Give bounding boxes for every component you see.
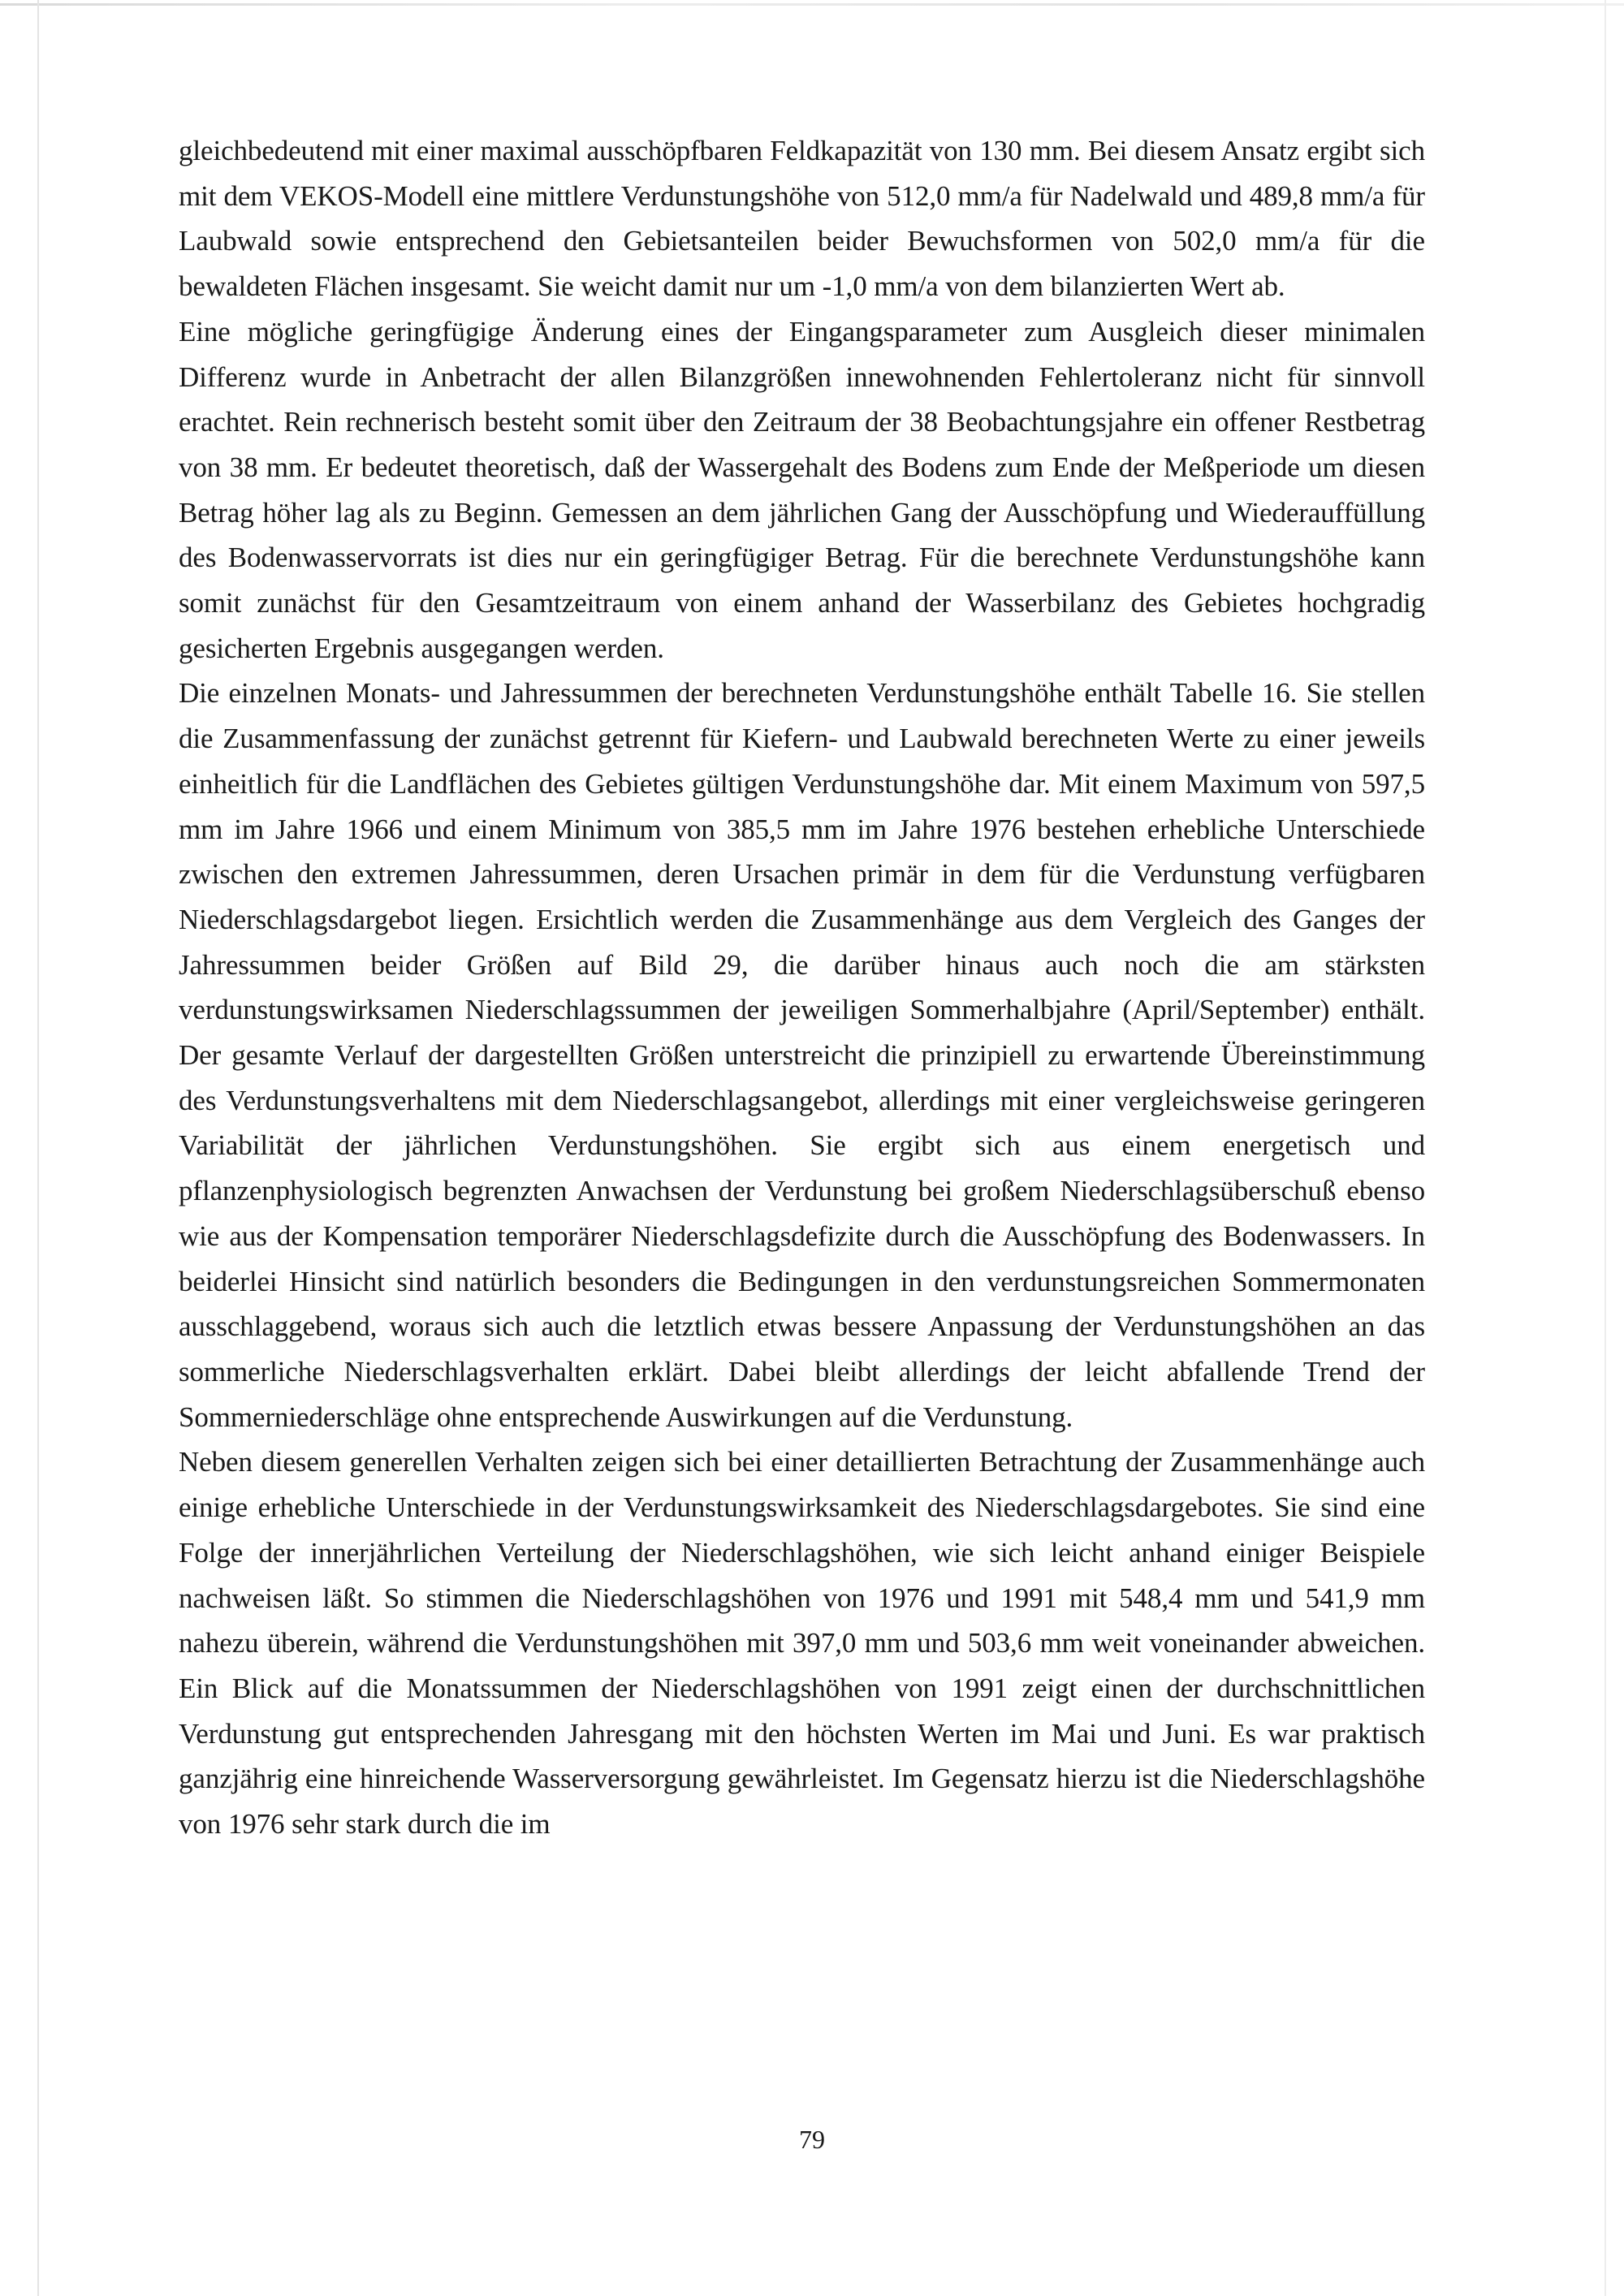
paragraph-1: gleichbedeutend mit einer maximal ausschöpfbaren Feldkapazität von 130 mm. Bei diesem Ansatz ergibt sich mit dem VEKOS-Modell eine mittlere Verdunstungshöhe von 512,0 mm/a für Nadelwald und 489,8 mm/a für Laubwald sowie entsprechend den Gebietsanteilen beider Bewuchsformen von 502,0 mm/a für die bewaldeten Flächen insgesamt. Sie weicht damit nur um -1,0 mm/a von dem bilanzierten Wert ab. [179,135,1425,303]
body-text [179,128,1425,1847]
scan-edge-top [0,3,1624,6]
paragraph-2: Eine mögliche geringfügige Änderung eines der Eingangsparameter zum Ausgleich dieser minimalen Differenz wurde in Anbetracht der allen Bilanzgrößen innewohnenden Fehlertoleranz nicht für sinnvoll erachtet. Rein rechnerisch besteht somit über den Zeitraum der 38 Beobachtungsjahre ein offener Restbetrag von 38 mm. Er bedeutet theoretisch, daß der Wassergehalt des Bodens zum Ende der Meßperiode um diesen Betrag höher lag als zu Beginn. Gemessen an dem jährlichen Gang der Ausschöpfung und Wiederauffüllung des Bodenwasservorrats ist dies nur ein geringfügiger Betrag. Für die berechnete Verdunstungshöhe kann somit zunächst für den Gesamtzeitraum von einem anhand der Wasserbilanz des Gebietes hochgradig gesicherten Ergebnis ausgegangen werden. [179,315,1425,664]
scan-edge-left [37,0,39,2296]
scan-edge-right [1605,0,1606,2296]
paragraph-4: Neben diesem generellen Verhalten zeigen sich bei einer detaillierten Betrachtung der Zusammenhänge auch einige erhebliche Unterschiede in der Verdunstungswirksamkeit des Niederschlagsdargebotes. Sie sind eine Folge der innerjährlichen Verteilung der Niederschlagshöhen, wie sich leicht anhand einiger Beispiele nachweisen läßt. So stimmen die Niederschlagshöhen von 1976 und 1991 mit 548,4 mm und 541,9 mm nahezu überein, während die Verdunstungshöhen mit 397,0 mm und 503,6 mm weit voneinander abweichen. Ein Blick auf die Monatssummen der Niederschlagshöhen von 1991 zeigt einen der durchschnittlichen Verdunstung gut entsprechenden Jahresgang mit den höchsten Werten im Mai und Juni. Es war praktisch ganzjährig eine hinreichende Wasserversorgung gewährleistet. Im Gegensatz hierzu ist die Niederschlagshöhe von 1976 sehr stark durch die im [179,1446,1425,1841]
page-number: 79 [799,2125,825,2154]
paragraph-3: Die einzelnen Monats- und Jahressummen der berechneten Verdunstungshöhe enthält Tabelle 16. Sie stellen die Zusammenfassung der zunächst getrennt für Kiefern- und Laubwald berechneten Werte zu einer jeweils einheitlich für die Landflächen des Gebietes gültigen Verdunstungshöhe dar. Mit einem Maximum von 597,5 mm im Jahre 1966 und einem Minimum von 385,5 mm im Jahre 1976 bestehen erhebliche Unterschiede zwischen den extremen Jahressummen, deren Ursachen primär in dem für die Verdunstung verfügbaren Niederschlagsdargebot liegen. Ersichtlich werden die Zusammenhänge aus dem Vergleich des Ganges der Jahressummen beider Größen auf Bild 29, die darüber hinaus auch noch die am stärksten verdunstungswirksamen Niederschlagssummen der jeweiligen Sommerhalbjahre (April/September) enthält. Der gesamte Verlauf der dargestellten Größen unterstreicht die prinzipiell zu erwartende Übereinstimmung des Verdunstungsverhaltens mit dem Niederschlagsangebot, allerdings mit einer vergleichsweise geringeren Variabilität der jährlichen Verdunstungshöhen. Sie ergibt sich aus einem energetisch und pflanzenphysiologisch begrenzten Anwachsen der Verdunstung bei großem Niederschlagsüberschuß ebenso wie aus der Kompensation temporärer Niederschlagsdefizite durch die Ausschöpfung des Bodenwassers. In beiderlei Hinsicht sind natürlich besonders die Bedingungen in den verdunstungsreichen Sommermonaten ausschlaggebend, woraus sich auch die letztlich etwas bessere Anpassung der Verdunstungshöhen an das sommerliche Niederschlagsverhalten erklärt. Dabei bleibt allerdings der leicht abfallende Trend der Sommerniederschläge ohne entsprechende Auswirkungen auf die Verdunstung. [179,677,1425,1433]
